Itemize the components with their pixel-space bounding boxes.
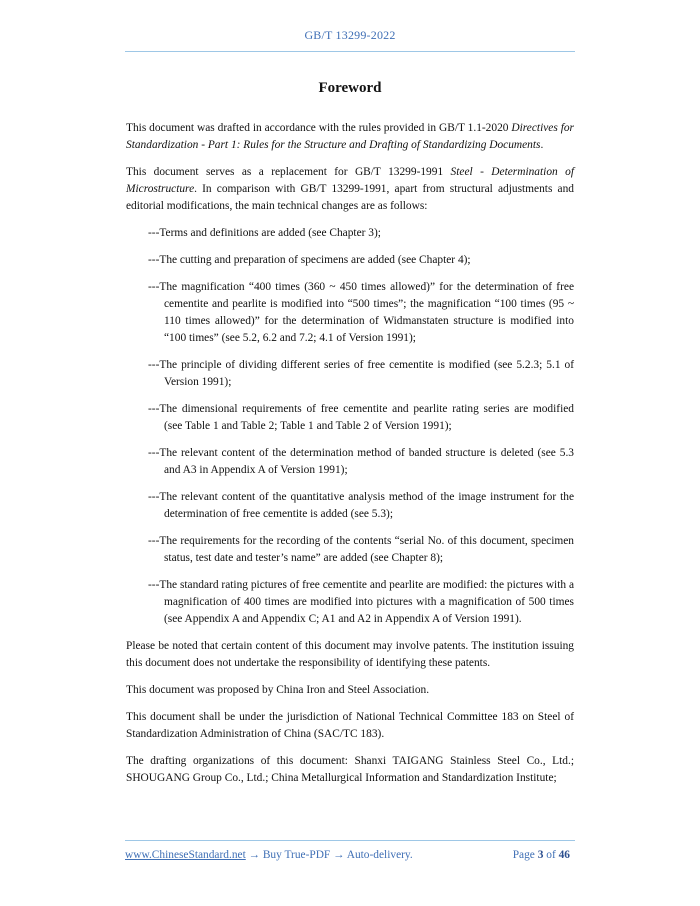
- change-item: ---The magnification “400 times (360 ~ 450 times allowed)” for the determination of free cementite and pearlite is modified into “500 times”; the magnification “100 times (95 ~ 110 times allowed)” for the determination of Widmanstaten structure is modified into “100 times” (see 5.2, 6.2 and 7.2; 4.1 of Version 1991);: [148, 281, 574, 344]
- paragraph-proposed-by: This document was proposed by China Iron and Steel Association.: [126, 684, 430, 696]
- paragraph-replacement: This document serves as a replacement for GB/T 13299-1991 Steel - Determination of Microstructure. In comparison with GB/T 13299-1991, apart from structural adjustments and editorial modifications, the main technical changes are as follows:: [126, 166, 574, 212]
- change-item: ---The standard rating pictures of free cementite and pearlite are modified: the pictures with a magnification of 400 times are modified into pictures with a magnification of 500 times (see Appendix A and Appendix C; A1 and A2 in Appendix A of Version 1991).: [148, 579, 574, 625]
- paragraph-patents: Please be noted that certain content of this document may involve patents. The institution issuing this document does not undertake the responsibility of identifying these patents.: [126, 640, 574, 669]
- section-heading: Foreword: [318, 80, 382, 96]
- change-item: ---The relevant content of the quantitative analysis method of the image instrument for the determination of free cementite is added (see 5.3);: [148, 491, 574, 520]
- document-body: [126, 120, 574, 797]
- paragraph-drafting-organizations: The drafting organizations of this document: Shanxi TAIGANG Stainless Steel Co., Ltd.; SHOUGANG Group Co., Ltd.; China Metallurgical Information and Standardization Institute;: [126, 755, 574, 784]
- change-item: ---The relevant content of the determination method of banded structure is deleted (see 5.3 and A3 in Appendix A of Version 1991);: [148, 447, 574, 476]
- paragraph-jurisdiction: This document shall be under the jurisdiction of National Technical Committee 183 on Steel of Standardization Administration of China (SAC/TC 183).: [126, 711, 574, 740]
- site-link[interactable]: www.ChineseStandard.net: [125, 849, 246, 861]
- running-header: GB/T 13299-2022: [304, 28, 396, 42]
- change-item: ---The cutting and preparation of specimens are added (see Chapter 4);: [148, 254, 471, 266]
- header-divider: [125, 51, 575, 52]
- footer-divider: [125, 840, 575, 841]
- change-item: ---Terms and definitions are added (see Chapter 3);: [148, 227, 381, 239]
- change-item: ---The dimensional requirements of free cementite and pearlite rating series are modified (see Table 1 and Table 2; Table 1 and Table 2 of Version 1991);: [148, 403, 574, 432]
- page-indicator: Page 3 of 46: [512, 849, 570, 861]
- change-item: ---The principle of dividing different series of free cementite is modified (see 5.2.3; 5.1 of Version 1991);: [148, 359, 574, 388]
- page-total: 46: [558, 849, 570, 861]
- page-footer: [125, 849, 575, 861]
- page-number: 3: [537, 849, 544, 861]
- change-item: ---The requirements for the recording of the contents “serial No. of this document, specimen status, test date and tester’s name” are added (see Chapter 8);: [148, 535, 574, 564]
- footer-tagline: → Buy True-PDF → Auto-delivery.: [245, 849, 413, 861]
- paragraph-drafting-rules: This document was drafted in accordance with the rules provided in GB/T 1.1-2020 Directives for Standardization - Part 1: Rules for the Structure and Drafting of Standardizing Documents.: [126, 122, 574, 151]
